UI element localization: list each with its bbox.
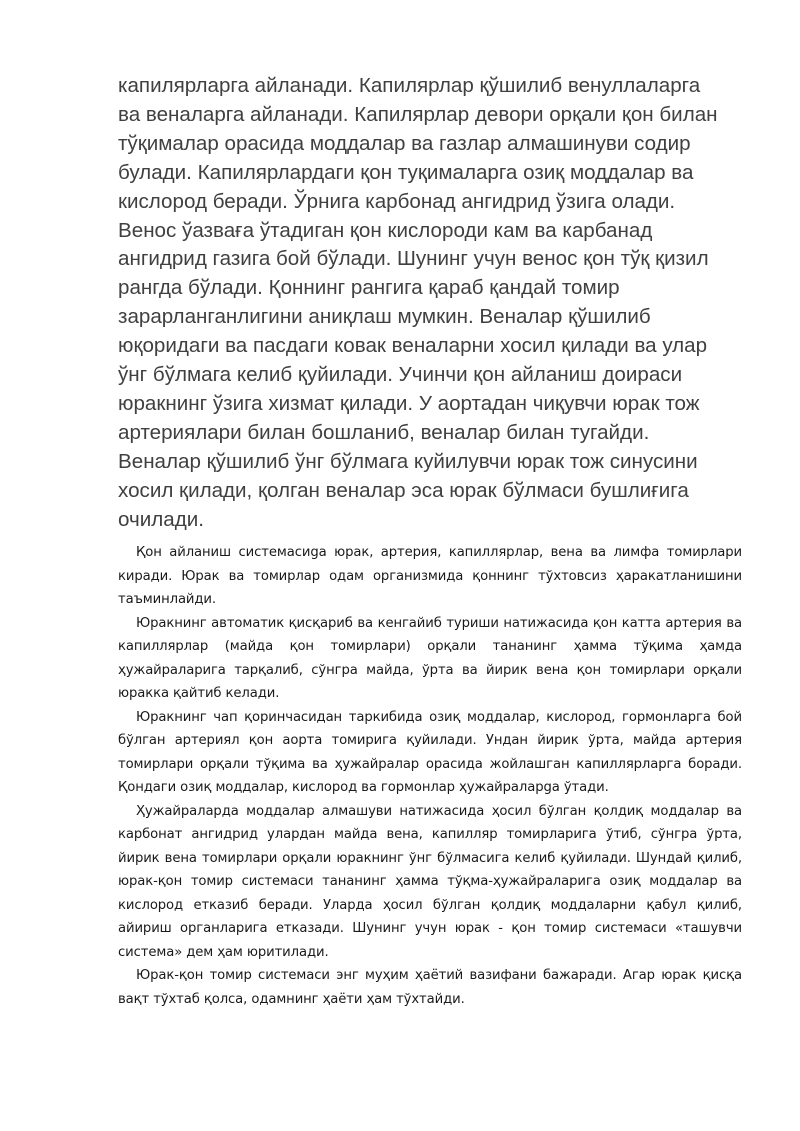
body-text-block xyxy=(118,541,742,1011)
text-line: ва веналарга айланади. Капилярлар девори орқали қон билан xyxy=(118,102,718,126)
text-line: Веналар қўшилиб ўнг бўлмага куйилувчи юрак тож синусини xyxy=(118,449,698,473)
text-line: артериялари билан бошланиб, веналар билан тугайди. xyxy=(118,420,650,444)
text-line: юракнинг ўзига хизмат қилади. У аортадан чиқувчи юрак тож xyxy=(118,391,700,415)
text-line: юқоридаги ва пасдаги ковак веналарни хосил қилади ва улар xyxy=(118,334,708,358)
text-line: капилярларга айланади. Капилярлар қўшилиб венуллаларга xyxy=(118,74,701,97)
body-paragraph: Юракнинг автоматик қисқариб ва кенгайиб туриши натижасида қон катта артерия ва капиллярлар (майда қон томирлари) орқали тананинг ҳамма тўқима ҳамда ҳужайраларига тарқалиб, сўнгра майда, ўрта ва йирик вена қон томирлари орқали юракка қайтиб келади. xyxy=(118,615,742,701)
text-line: ангидрид газига бой бўлади. Шунинг учун венос қон тўқ қизил xyxy=(118,247,709,271)
text-line: ўнг бўлмага келиб қуйилади. Учинчи қон айланиш доираси xyxy=(118,363,683,387)
text-line: рангда бўлади. Қоннинг рангига қараб қандай томир xyxy=(118,276,620,300)
body-paragraph: Юрак-қон томир системаси энг муҳим ҳаётий вазифани бажаради. Агар юрак қисқа вақт тўхтаб қолса, одамнинг ҳаёти ҳам тўхтайди. xyxy=(118,968,742,1007)
text-line: Венос ўазваға ўтадиган қон кислороди кам ва карбанад xyxy=(118,218,653,242)
text-line: очилади. xyxy=(118,507,204,531)
top-text-block xyxy=(118,72,758,535)
text-line: тўқималар орасида моддалар ва газлар алмашинуви содир xyxy=(118,131,691,155)
text-line: зарарланганлигини аниқлаш мумкин. Веналар қўшилиб xyxy=(118,305,651,329)
text-line: хосил қилади, қолган веналар эса юрак бўлмаси бушлиғига xyxy=(118,478,689,502)
body-paragraph: Ҳужайраларда моддалар алмашуви натижасида ҳосил бўлган қолдиқ моддалар ва карбонат ангидрид улардан майда вена, капилляр томирларига ўтиб, сўнгра ўрта, йирик вена томирлари орқали юракнинг ўнг бўлмасига келиб қуйилади. Шундай қилиб, юрак-қон томир системаси тананинг ҳамма тўқма-ҳужайраларига озиқ моддалар ва кислород етказиб беради. Уларда ҳосил бўлган қолдиқ моддаларни қабул қилиб, айириш органларига етказади. Шунинг учун юрак - қон томир системаси «ташувчи система» дем ҳам юритилади. xyxy=(118,803,742,960)
text-line: кислород беради. Ўрнига карбонад ангидрид ўзига олади. xyxy=(118,189,676,213)
body-paragraph: Юракнинг чап қоринчасидан таркибида озиқ моддалар, кислород, гормонларга бой бўлган артериял қон аорта томирига қуйилади. Ундан йирик ўрта, майда артерия томирлари орқали тўқима ва ҳужайралар орасида жойлашган капиллярларга боради. Қондаги озиқ моддалар, кислород ва гормонлар ҳужайраларga ўтади. xyxy=(118,709,742,795)
text-line: булади. Капилярлардаги қон туқималарга озиқ моддалар ва xyxy=(118,160,694,184)
body-paragraph: Қон айланиш системасиga юрак, артерия, капиллярлар, вена ва лимфа томирлари киради. Юрак ва томирлар одам организмида қоннинг тўхтовсиз ҳаракатланишини таъминлайди. xyxy=(118,545,742,607)
